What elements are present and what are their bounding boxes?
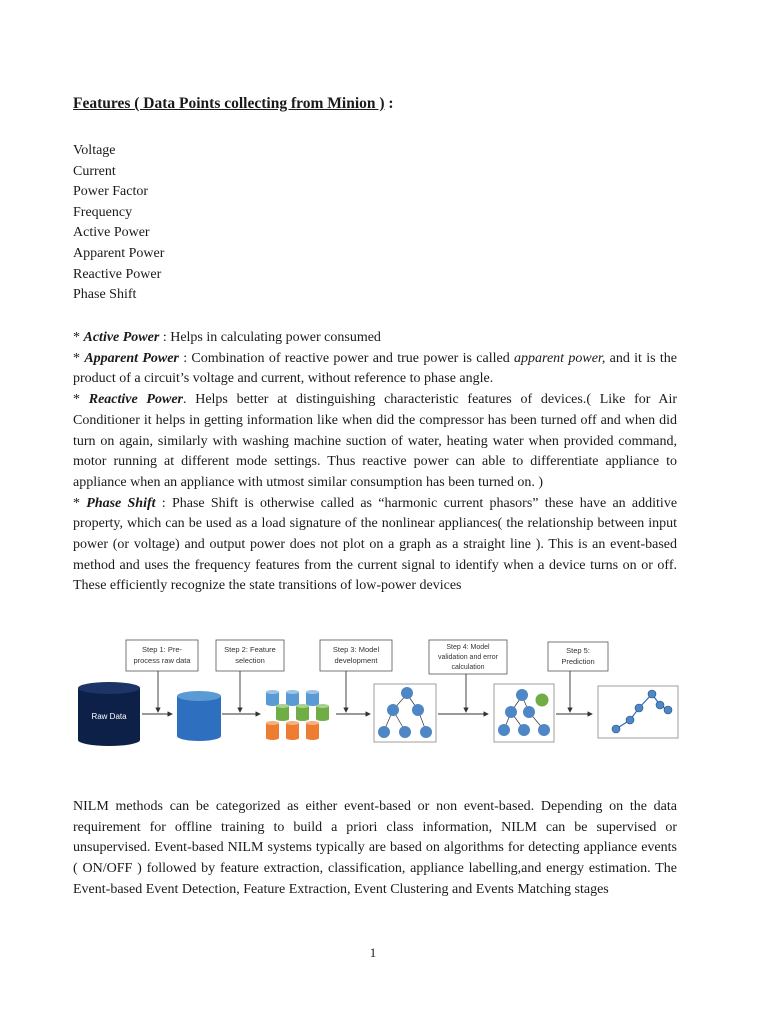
step-2-box	[216, 640, 284, 671]
phase-shift-description	[73, 494, 677, 598]
prediction-plot	[598, 686, 678, 738]
separator: .	[182, 392, 196, 408]
phase-shift-text: Phase Shift is otherwise called as “harmonic current phasors” these have an additive property, which can be used as a load signature of the nonlinear appliances( the relationship between input power (or voltage) and output power does not plot on a graph as a straight line ). This is an event-based method and uses the frequency features from the current signal to identify when a device turns on or off. These efficiently recognize the state transitions of low-power devices	[73, 495, 678, 594]
feature-descriptions	[73, 328, 677, 597]
reactive-power-text: Helps better at distinguishing characteristic features of devices.( Like for Air Conditioner it helps in getting information like when did the compressor has been turned off and when did turn on again, similarly with washing machine suction of water, heating water when provided command, motor running at different mode settings. Thus reactive power can able to differentiate appliance to appliance when an appliance with utmost similar consumption has been turned on. )	[73, 392, 678, 490]
bullet-star: *	[73, 350, 85, 366]
reactive-power-description	[73, 390, 677, 494]
step-3-line1: Step 3: Model	[332, 645, 380, 654]
bullet-star: *	[73, 392, 89, 408]
preprocessed-data-cylinder	[177, 691, 221, 741]
bullet-star: *	[73, 495, 87, 511]
feature-list	[73, 141, 164, 306]
page-number: 1	[369, 945, 377, 960]
feature-item: Reactive Power	[73, 266, 162, 282]
feature-item: Current	[73, 163, 116, 179]
features-heading-text: Features ( Data Points collecting from Minion )	[73, 95, 385, 112]
reactive-power-term: Reactive Power	[88, 392, 183, 408]
separator: :	[178, 350, 192, 366]
separator: :	[159, 330, 171, 345]
active-power-description	[73, 328, 677, 349]
step-5-line2: Prediction	[561, 657, 595, 666]
apparent-power-description	[73, 349, 677, 390]
apparent-power-term: Apparent Power	[84, 350, 179, 366]
step-2-line1: Step 2: Feature	[224, 645, 276, 654]
step-5-box	[548, 642, 608, 671]
apparent-power-emphasis: apparent power,	[514, 350, 606, 366]
raw-data-label: Raw Data	[91, 712, 127, 721]
apparent-power-text-b: and it is the product of a circuit’s voltage and current, without reference to phase angle.	[73, 350, 678, 387]
step-4-line3: calculation	[451, 664, 485, 671]
nilm-pipeline-diagram	[74, 636, 682, 748]
features-heading-suffix: :	[384, 95, 394, 112]
raw-data-cylinder	[78, 682, 140, 746]
feature-item: Frequency	[73, 204, 133, 220]
feature-item: Phase Shift	[73, 287, 137, 303]
feature-selection-cylinders	[266, 690, 329, 740]
step-3-line2: development	[334, 656, 378, 665]
model-development-tree	[374, 684, 436, 742]
step-1-line1: Step 1: Pre-	[141, 645, 183, 654]
feature-item: Active Power	[73, 225, 150, 241]
bullet-star: *	[73, 330, 84, 345]
feature-item: Apparent Power	[73, 245, 165, 261]
model-validation-tree	[494, 684, 554, 742]
active-power-term: Active Power	[83, 330, 160, 345]
active-power-text: Helps in calculating power consumed	[170, 330, 381, 345]
step-4-box	[429, 640, 507, 674]
apparent-power-text-a: Combination of reactive power and true power is called	[191, 350, 515, 366]
nilm-paragraph: NILM methods can be categorized as either event-based or non event-based. Depending on the data requirement for offline training to build a priori class information, NILM can be supervised or unsupervised. Event-based NILM systems typically are based on algorithms for detecting appliance events ( ON/OFF ) followed by feature extraction, classification, appliance labelling,and energy estimation. The Event-based Event Detection, Feature Extraction, Event Clustering and Events Matching stages	[73, 799, 677, 897]
phase-shift-term: Phase Shift	[86, 495, 156, 511]
step-5-line1: Step 5:	[566, 646, 590, 655]
step-1-box	[126, 640, 198, 671]
separator: :	[155, 495, 172, 511]
step-4-line2: validation and error	[438, 654, 498, 661]
step-3-box	[320, 640, 392, 671]
step-2-line2: selection	[235, 656, 265, 665]
feature-item: Power Factor	[73, 184, 149, 200]
feature-item: Voltage	[73, 143, 116, 158]
step-1-line2: process raw data	[133, 656, 191, 665]
step-4-line1: Step 4: Model	[446, 644, 490, 651]
features-heading	[73, 95, 394, 113]
